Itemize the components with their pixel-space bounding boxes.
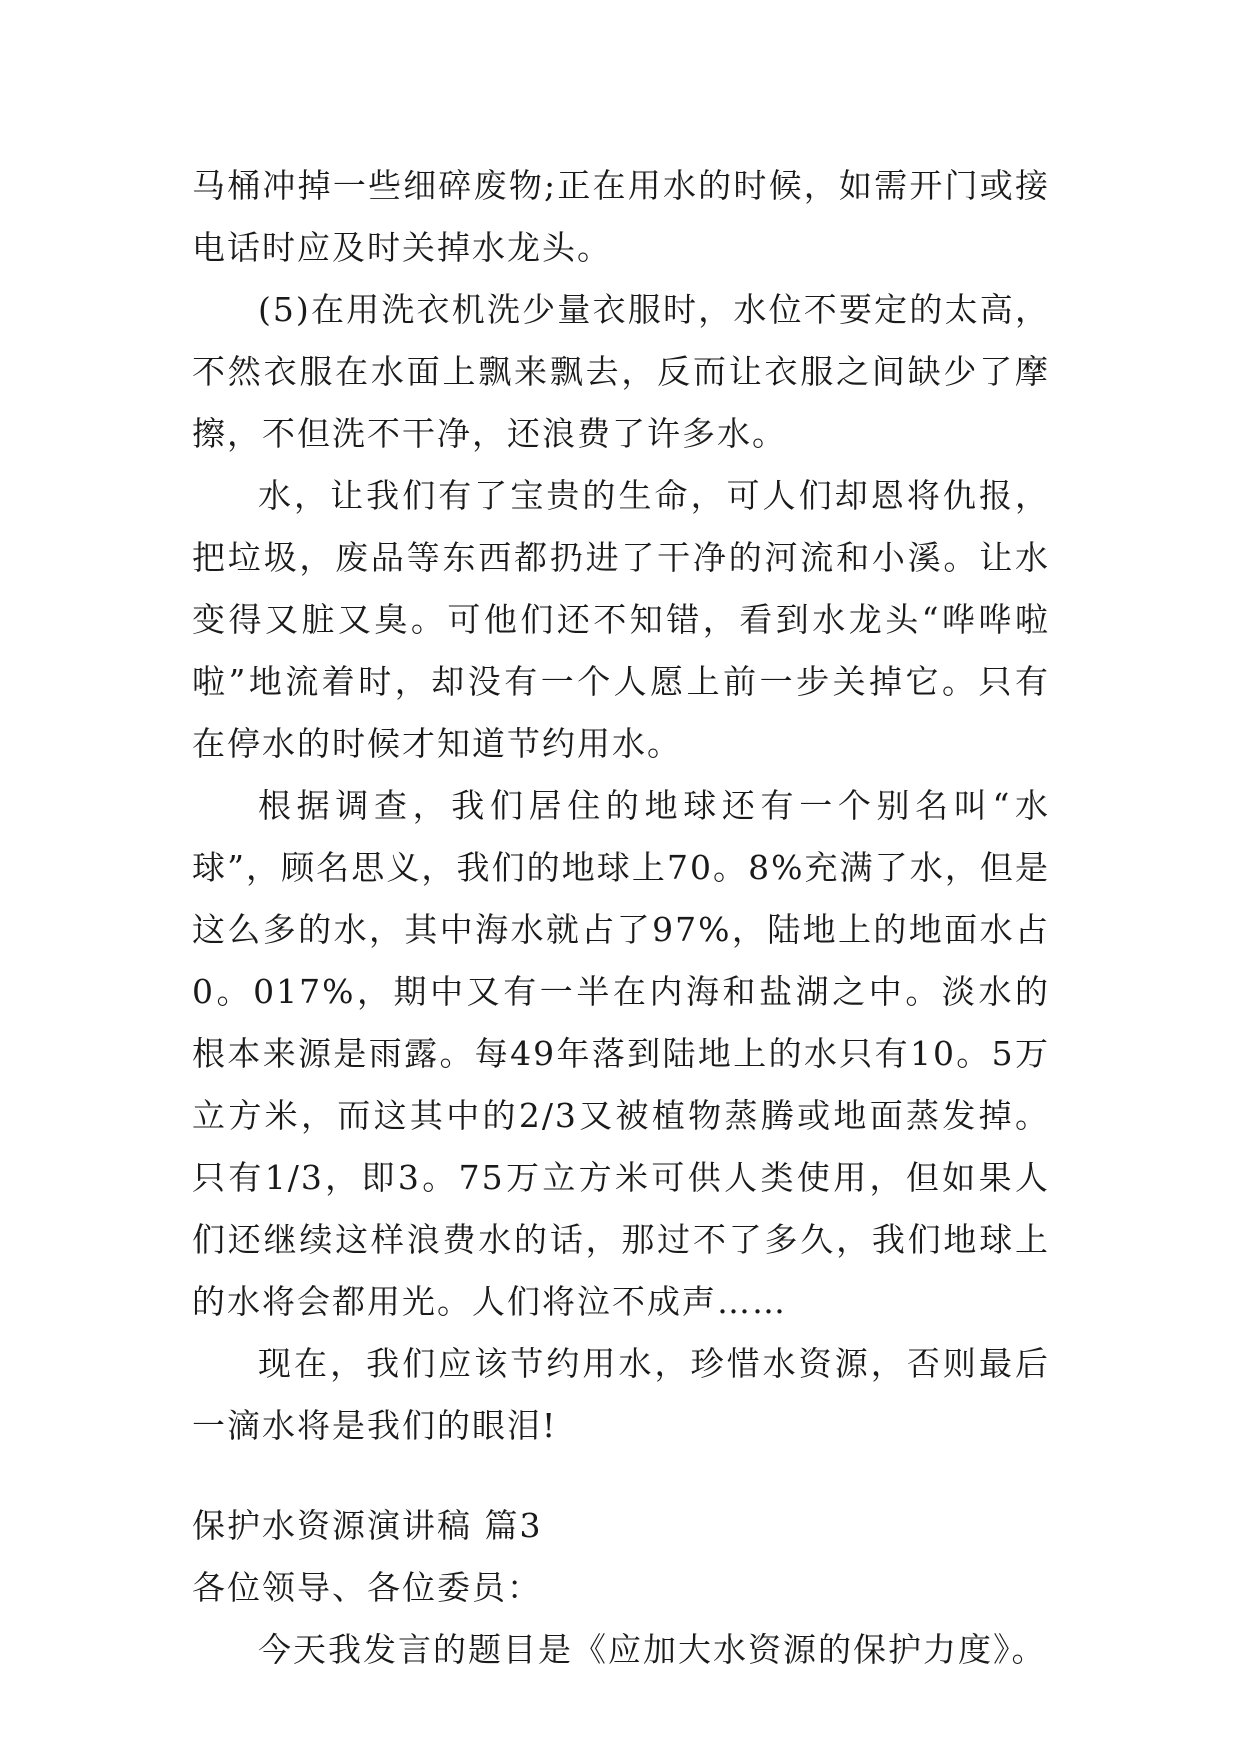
paragraph-continuation: 马桶冲掉一些细碎废物;正在用水的时候，如需开门或接电话时应及时关掉水龙头。: [192, 166, 1050, 267]
opening-paragraph: 今天我发言的题目是《应加大水资源的保护力度》。: [258, 1630, 1047, 1669]
paragraph-water-statistics: 根据调查，我们居住的地球还有一个别名叫“水球”，顾名思义，我们的地球上70。8%充满了水，但是这么多的水，其中海水就占了97%，陆地上的地面水占0。017%，期中又有一半在内海和盐湖之中。淡水的根本来源是雨露。每49年落到陆地上的水只有10。5万立方米，而这其中的2/3又被植物蒸腾或地面蒸发掉。只有1/3，即3。75万立方米可供人类使用，但如果人们还继续这样浪费水的话，那过不了多久，我们地球上的水将会都用光。人们将泣不成声……: [192, 786, 1050, 1321]
document-page: [192, 155, 1050, 1681]
paragraph-conclusion: 现在，我们应该节约用水，珍惜水资源，否则最后一滴水将是我们的眼泪!: [192, 1344, 1050, 1445]
section-title: 保护水资源演讲稿 篇3: [192, 1506, 543, 1545]
paragraph-water-pollution: 水，让我们有了宝贵的生命，可人们却恩将仇报，把垃圾，废品等东西都扔进了干净的河流和小溪。让水变得又脏又臭。可他们还不知错，看到水龙头“哗哗啦啦”地流着时，却没有一个人愿上前一步关掉它。只有在停水的时候才知道节约用水。: [192, 476, 1050, 763]
paragraph-washing-machine-tip: (5)在用洗衣机洗少量衣服时，水位不要定的太高，不然衣服在水面上飘来飘去，反而让衣服之间缺少了摩擦，不但洗不干净，还浪费了许多水。: [192, 290, 1050, 453]
salutation: 各位领导、各位委员：: [192, 1568, 542, 1607]
